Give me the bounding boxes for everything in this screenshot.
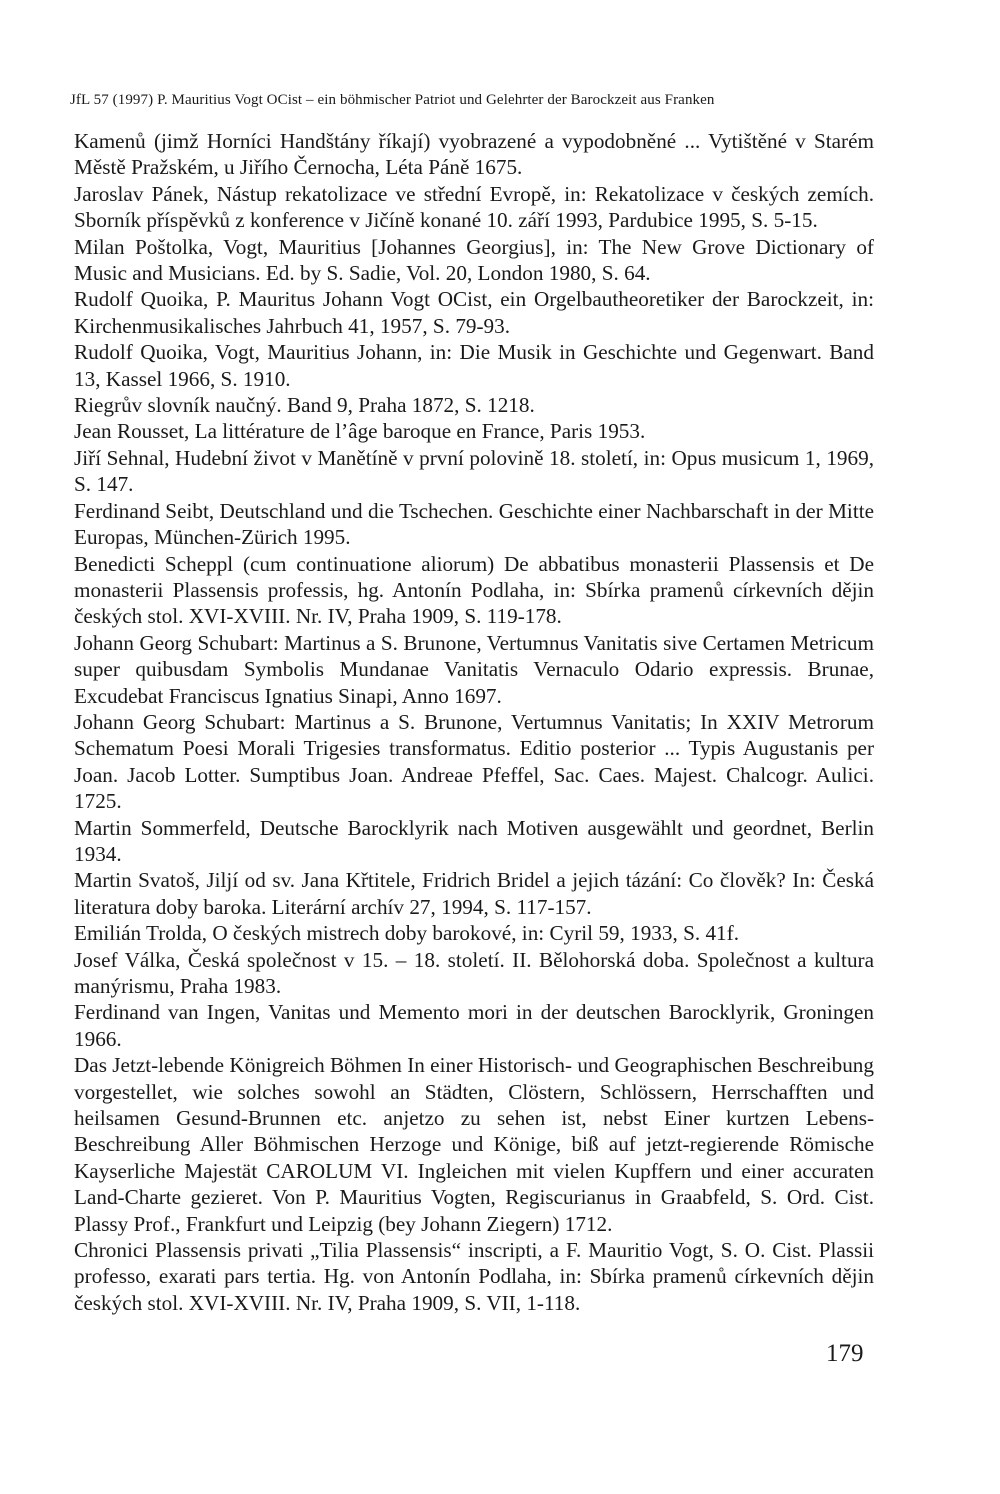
bibliography-entry: Jaroslav Pánek, Nástup rekatolizace ve střední Evropě, in: Rekatolizace v českých zemích. Sborník příspěvků z konference v Jičíně konané 10. září 1993, Pardubice 1995, S. 5-15.	[74, 181, 874, 233]
bibliography-entry: Jean Rousset, La littérature de l’âge baroque en France, Paris 1953.	[74, 419, 646, 444]
bibliography-entry: Das Jetzt-lebende Königreich Böhmen In einer Historisch- und Geographischen Beschreibung vorgestellet, wie solches sowohl an Städten, Clöstern, Schlössern, Herrschafften und heilsamen Gesund-Brunnen etc. anjetzo zu sehen ist, nebst Einer kurtzen Lebens-Beschreibung Aller Böhmischen Herzoge und Könige, biß auf jetzt-regierende Römische Kayserliche Majestät CAROLUM VI. Ingleichen mit vielen Kupffern und einer accuraten Land-Charte gezieret. Von P. Mauritius Vogten, Regiscurianus in Graabfeld, S. Ord. Cist. Plassy Prof., Frankfurt und Leipzig (bey Johann Ziegern) 1712.	[74, 1053, 874, 1236]
page-number: 179	[826, 1340, 864, 1367]
bibliography-entry: Martin Svatoš, Jiljí od sv. Jana Křtitele, Fridrich Bridel a jejich tázání: Co člověk? In: Česká literatura doby baroka. Literární archív 27, 1994, S. 117-157.	[74, 868, 874, 919]
bibliography-entry: Johann Georg Schubart: Martinus a S. Brunone, Vertumnus Vanitatis; In XXIV Metrorum Schematum Poesi Morali Trigesies transformatus. Editio posterior ... Typis Augustanis per Joan. Jacob Lotter. Sumptibus Joan. Andreae Pfeffel, Sac. Caes. Majest. Chalcogr. Aulici. 1725.	[74, 709, 874, 814]
running-head: JfL 57 (1997) P. Mauritius Vogt OCist – ein böhmischer Patriot und Gelehrter der Barockzeit aus Franken	[70, 92, 715, 108]
bibliography-entry: Martin Sommerfeld, Deutsche Barocklyrik nach Motiven ausgewählt und geordnet, Berlin 1934.	[74, 815, 874, 866]
bibliography-entry: Milan Poštolka, Vogt, Mauritius [Johannes Georgius], in: The New Grove Dictionary of Music and Musicians. Ed. by S. Sadie, Vol. 20, London 1980, S. 64.	[74, 234, 874, 286]
bibliography-entry: Johann Georg Schubart: Martinus a S. Brunone, Vertumnus Vanitatis sive Certamen Metricum super quibusdam Symbolis Mundanae Vanitatis Vernaculo Odario expressis. Brunae, Excudebat Franciscus Ignatius Sinapi, Anno 1697.	[74, 630, 874, 708]
bibliography-entry: Josef Válka, Česká společnost v 15. – 18. století. II. Bělohorská doba. Společnost a kultura manýrismu, Praha 1983.	[74, 947, 874, 998]
bibliography-entry: Ferdinand Seibt, Deutschland und die Tschechen. Geschichte einer Nachbarschaft in der Mitte Europas, München-Zürich 1995.	[74, 498, 874, 550]
bibliography-entry: Benedicti Scheppl (cum continuatione aliorum) De abbatibus monasterii Plassensis et De monasterii Plassensis professis, hg. Antonín Podlaha, in: Sbírka pramenů církevních dějin českých stol. XVI-XVIII. Nr. IV, Praha 1909, S. 119-178.	[74, 551, 874, 629]
bibliography-entry: Rudolf Quoika, P. Mauritus Johann Vogt OCist, ein Orgelbautheoretiker der Barockzeit, in: Kirchenmusikalisches Jahrbuch 41, 1957, S. 79-93.	[74, 287, 874, 338]
bibliography-entry: Emilián Trolda, O českých mistrech doby barokové, in: Cyril 59, 1933, S. 41f.	[74, 921, 739, 946]
bibliography-entry: Chronici Plassensis privati „Tilia Plassensis“ inscripti, a F. Mauritio Vogt, S. O. Cist. Plassii professo, exarati pars tertia. Hg. von Antonín Podlaha, in: Sbírka pramenů církevních dějin českých stol. XVI-XVIII. Nr. IV, Praha 1909, S. VII, 1-118.	[74, 1238, 874, 1315]
bibliography-entry: Rudolf Quoika, Vogt, Mauritius Johann, in: Die Musik in Geschichte und Gegenwart. Band 13, Kassel 1966, S. 1910.	[74, 340, 874, 391]
bibliography-entry: Riegrův slovník naučný. Band 9, Praha 1872, S. 1218.	[74, 393, 535, 418]
bibliography-list	[74, 128, 874, 1316]
bibliography-entry: Jiří Sehnal, Hudební život v Manětíně v první polovině 18. století, in: Opus musicum 1, 1969, S. 147.	[74, 445, 874, 497]
bibliography-entry: Ferdinand van Ingen, Vanitas und Memento mori in der deutschen Barocklyrik, Groningen 1966.	[74, 1000, 874, 1051]
bibliography-entry: Kamenů (jimž Horníci Handštány říkají) vyobrazené a vypodobněné ... Vytištěné v Starém Městě Pražském, u Jiřího Černocha, Léta Páně 1675.	[74, 129, 874, 180]
